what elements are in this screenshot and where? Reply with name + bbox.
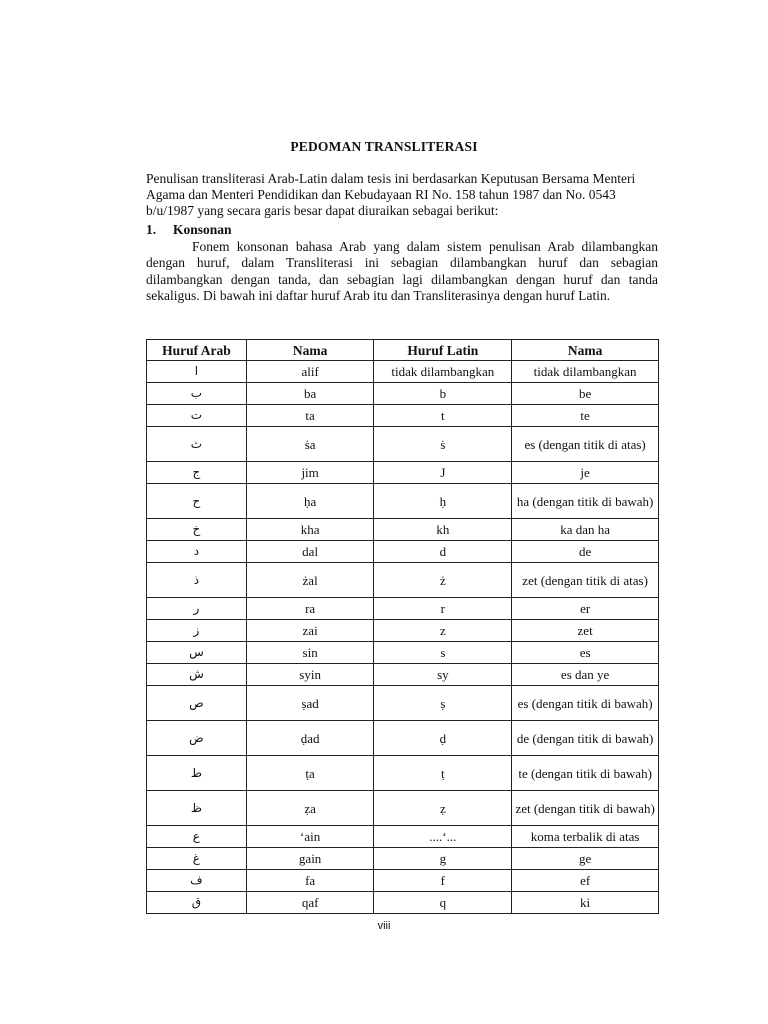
cell-arabic-letter: ث	[147, 427, 247, 462]
header-name: Nama	[246, 340, 374, 361]
cell-latin-letter: kh	[374, 519, 512, 541]
cell-arabic-letter: د	[147, 541, 247, 563]
cell-name: jim	[246, 462, 374, 484]
table-row	[147, 686, 659, 721]
cell-name: ‘ain	[246, 826, 374, 848]
cell-latin-name: ka dan ha	[512, 519, 659, 541]
table-header-row	[147, 340, 659, 361]
cell-latin-name: ha (dengan titik di bawah)	[512, 484, 659, 519]
cell-latin-name: ge	[512, 848, 659, 870]
cell-latin-letter: sy	[374, 664, 512, 686]
cell-latin-name: be	[512, 383, 659, 405]
cell-latin-name: es (dengan titik di atas)	[512, 427, 659, 462]
cell-arabic-letter: ذ	[147, 563, 247, 598]
cell-name: kha	[246, 519, 374, 541]
cell-latin-name: zet	[512, 620, 659, 642]
cell-latin-letter: tidak dilambangkan	[374, 361, 512, 383]
cell-name: gain	[246, 848, 374, 870]
cell-name: ta	[246, 405, 374, 427]
table-row	[147, 642, 659, 664]
table-row	[147, 563, 659, 598]
cell-latin-letter: s	[374, 642, 512, 664]
cell-latin-letter: ẓ	[374, 791, 512, 826]
body-text	[146, 239, 658, 305]
cell-latin-name: zet (dengan titik di atas)	[512, 563, 659, 598]
body-paragraph: Fonem konsonan bahasa Arab yang dalam sistem penulisan Arab dilambangkan dengan huruf, dalam Transliterasi ini sebagian dilambangkan huruf dan sebagian dilambangkan dengan tanda, dan sebagian lagi dilambangkan dengan huruf dan tanda sekaligus. Di bawah ini daftar huruf Arab itu dan Transliterasinya dengan huruf Latin.	[146, 239, 658, 304]
cell-arabic-letter: ا	[147, 361, 247, 383]
cell-arabic-letter: ض	[147, 721, 247, 756]
cell-latin-letter: ḥ	[374, 484, 512, 519]
cell-latin-name: es dan ye	[512, 664, 659, 686]
cell-latin-letter: g	[374, 848, 512, 870]
header-arabic-letter: Huruf Arab	[147, 340, 247, 361]
cell-name: alif	[246, 361, 374, 383]
cell-arabic-letter: غ	[147, 848, 247, 870]
cell-latin-name: es	[512, 642, 659, 664]
cell-latin-name: er	[512, 598, 659, 620]
cell-latin-letter: J	[374, 462, 512, 484]
section-heading	[146, 222, 232, 238]
section-number: 1.	[146, 222, 157, 237]
cell-latin-name: de (dengan titik di bawah)	[512, 721, 659, 756]
cell-arabic-letter: ت	[147, 405, 247, 427]
intro-text	[146, 171, 658, 219]
cell-name: ṭa	[246, 756, 374, 791]
cell-arabic-letter: ج	[147, 462, 247, 484]
cell-latin-letter: z	[374, 620, 512, 642]
cell-latin-letter: t	[374, 405, 512, 427]
table-row	[147, 756, 659, 791]
header-latin-letter: Huruf Latin	[374, 340, 512, 361]
cell-latin-name: koma terbalik di atas	[512, 826, 659, 848]
cell-latin-letter: q	[374, 892, 512, 914]
cell-latin-name: de	[512, 541, 659, 563]
cell-latin-name: tidak dilambangkan	[512, 361, 659, 383]
cell-name: qaf	[246, 892, 374, 914]
cell-latin-letter: r	[374, 598, 512, 620]
cell-arabic-letter: ط	[147, 756, 247, 791]
table-row	[147, 383, 659, 405]
cell-arabic-letter: ش	[147, 664, 247, 686]
table-row	[147, 848, 659, 870]
cell-name: ba	[246, 383, 374, 405]
cell-arabic-letter: س	[147, 642, 247, 664]
cell-arabic-letter: ب	[147, 383, 247, 405]
cell-name: syin	[246, 664, 374, 686]
cell-name: dal	[246, 541, 374, 563]
cell-latin-letter: ṣ	[374, 686, 512, 721]
table-row	[147, 892, 659, 914]
cell-latin-letter: f	[374, 870, 512, 892]
cell-latin-letter: ḍ	[374, 721, 512, 756]
table-row	[147, 826, 659, 848]
cell-name: ḍad	[246, 721, 374, 756]
cell-latin-name: ef	[512, 870, 659, 892]
cell-arabic-letter: ح	[147, 484, 247, 519]
cell-name: fa	[246, 870, 374, 892]
table-row	[147, 870, 659, 892]
cell-arabic-letter: خ	[147, 519, 247, 541]
cell-latin-letter: b	[374, 383, 512, 405]
cell-latin-name: ki	[512, 892, 659, 914]
cell-name: sin	[246, 642, 374, 664]
cell-arabic-letter: ر	[147, 598, 247, 620]
cell-name: ṡa	[246, 427, 374, 462]
section-title: Konsonan	[173, 222, 232, 237]
table-row	[147, 427, 659, 462]
cell-arabic-letter: ق	[147, 892, 247, 914]
table-row	[147, 721, 659, 756]
cell-latin-name: te (dengan titik di bawah)	[512, 756, 659, 791]
table-row	[147, 484, 659, 519]
cell-latin-letter: ṭ	[374, 756, 512, 791]
cell-name: zai	[246, 620, 374, 642]
table-row	[147, 620, 659, 642]
cell-name: ra	[246, 598, 374, 620]
intro-paragraph: Penulisan transliterasi Arab-Latin dalam tesis ini berdasarkan Keputusan Bersama Menteri Agama dan Menteri Pendidikan dan Kebudayaan RI No. 158 tahun 1987 dan No. 0543 b/u/1987 yang secara garis besar dapat diuraikan sebagai berikut:	[146, 171, 636, 218]
table-row	[147, 462, 659, 484]
table-row	[147, 664, 659, 686]
cell-latin-name: zet (dengan titik di bawah)	[512, 791, 659, 826]
table-row	[147, 361, 659, 383]
cell-latin-letter: ṡ	[374, 427, 512, 462]
cell-name: ḥa	[246, 484, 374, 519]
cell-latin-name: es (dengan titik di bawah)	[512, 686, 659, 721]
table-row	[147, 791, 659, 826]
cell-name: żal	[246, 563, 374, 598]
cell-arabic-letter: ف	[147, 870, 247, 892]
transliteration-table	[146, 339, 659, 914]
table-row	[147, 598, 659, 620]
cell-latin-name: te	[512, 405, 659, 427]
page-number: viii	[377, 920, 391, 932]
cell-arabic-letter: ع	[147, 826, 247, 848]
cell-name: ṣad	[246, 686, 374, 721]
cell-arabic-letter: ظ	[147, 791, 247, 826]
cell-latin-name: je	[512, 462, 659, 484]
cell-name: ẓa	[246, 791, 374, 826]
header-latin-name: Nama	[512, 340, 659, 361]
cell-latin-letter: d	[374, 541, 512, 563]
table-row	[147, 405, 659, 427]
table-row	[147, 519, 659, 541]
page-title: PEDOMAN TRANSLITERASI	[290, 139, 478, 154]
table-row	[147, 541, 659, 563]
cell-arabic-letter: ص	[147, 686, 247, 721]
table-body	[147, 361, 659, 914]
cell-latin-letter: ż	[374, 563, 512, 598]
cell-arabic-letter: ز	[147, 620, 247, 642]
cell-latin-letter: ....‘...	[374, 826, 512, 848]
